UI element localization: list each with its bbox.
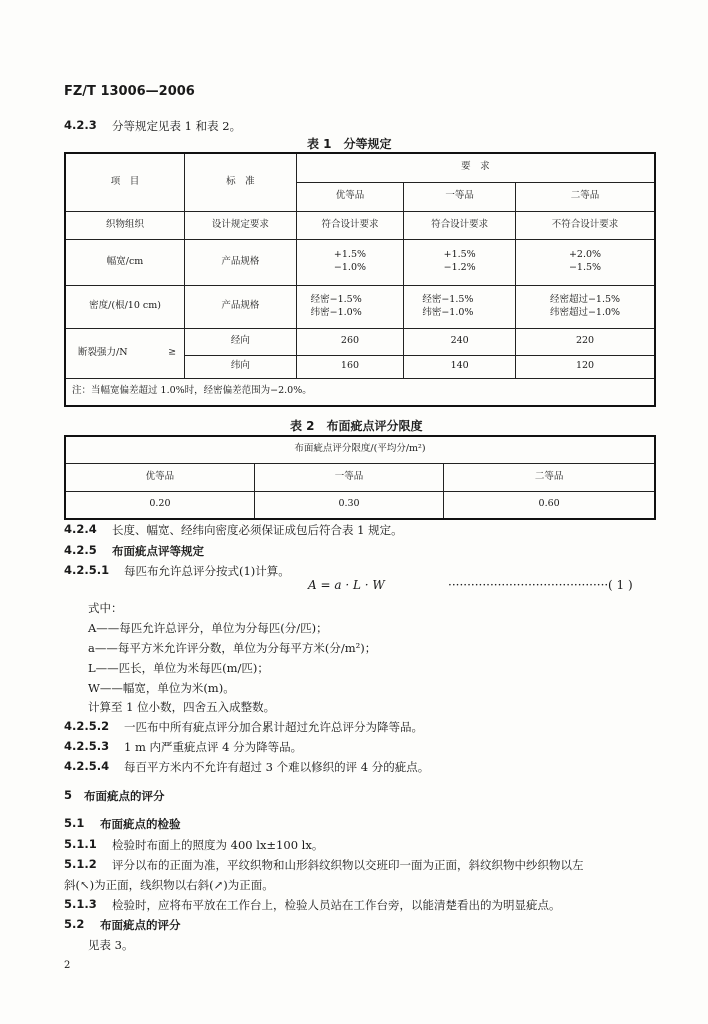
cell-item: 密度/(根/10 cm) <box>65 285 185 328</box>
cell-value: 240 <box>404 328 516 355</box>
section-number: 4.2.5.1 <box>64 563 110 577</box>
section-number: 5.1.1 <box>64 837 97 851</box>
standard-number: FZ/T 13006—2006 <box>64 84 195 99</box>
grading-table <box>64 152 656 407</box>
header-grade-premium: 优等品 <box>65 463 254 491</box>
section-text: 每百平方米内不允许有超过 3 个难以修织的评 4 分的疵点。 <box>124 760 430 774</box>
cell-value: 经密−1.5% 纬密−1.0% <box>296 285 404 328</box>
section-number: 5.2 <box>64 917 85 931</box>
header-grade-premium: 优等品 <box>296 182 404 211</box>
header-grade-first: 一等品 <box>254 463 443 491</box>
table-note: 注：当幅宽偏差超过 1.0%时，经密偏差范围为−2.0%。 <box>65 378 655 406</box>
cell-item: 幅宽/cm <box>65 239 185 285</box>
section-text: 检验时布面上的照度为 400 lx±100 lx。 <box>112 838 324 852</box>
section-number: 4.2.5.3 <box>64 739 110 753</box>
calc-note: 计算至 1 位小数，四舍五入成整数。 <box>88 700 276 714</box>
cell-value: 260 <box>296 328 404 355</box>
cell-value: 160 <box>296 355 404 378</box>
header-standard: 标 准 <box>185 153 297 211</box>
table-row <box>65 491 655 519</box>
header-item: 项 目 <box>65 153 185 211</box>
section-text: 1 m 内严重疵点评 4 分为降等品。 <box>124 740 303 754</box>
cell-direction: 纬向 <box>185 355 297 378</box>
table1-caption: 表 1 分等规定 <box>307 137 392 151</box>
cell-value: 0.20 <box>65 491 254 519</box>
section-text: 检验时，应将布平放在工作台上，检验人员站在工作台旁，以能清楚看出的为明显疵点。 <box>112 898 561 912</box>
chapter-number: 5 <box>64 788 73 802</box>
cell-value: 220 <box>516 328 655 355</box>
section-heading: 布面疵点的检验 <box>100 817 181 831</box>
cell-value: 符合设计要求 <box>404 211 516 239</box>
cell-item: 织物组织 <box>65 211 185 239</box>
table-row <box>65 328 655 355</box>
formula-leader-dots: ·········································· <box>448 578 609 592</box>
chapter-heading: 布面疵点的评分 <box>84 789 165 803</box>
section-number: 5.1 <box>64 816 85 830</box>
cell-value: 经密超过−1.5% 纬密超过−1.0% <box>516 285 655 328</box>
section-text: 长度、幅宽、经纬向密度必须保证成包后符合表 1 规定。 <box>112 523 403 537</box>
table2-header: 布面疵点评分限度/(平均分/m²) <box>65 436 655 463</box>
greater-equal-sign: ≥ <box>168 346 177 358</box>
header-grade-first: 一等品 <box>404 182 516 211</box>
variable-definition: A——每匹允许总评分，单位为分每匹(分/匹)； <box>88 621 328 635</box>
cell-value: +1.5% −1.0% <box>296 239 404 285</box>
cell-value: 0.30 <box>254 491 443 519</box>
variable-definition: a——每平方米允许评分数，单位为分每平方米(分/m²)； <box>88 641 377 655</box>
section-heading: 布面疵点的评分 <box>100 918 181 932</box>
cell-item: 断裂强力/N ≥ <box>65 328 185 378</box>
section-number: 5.1.3 <box>64 897 97 911</box>
header-requirement: 要 求 <box>296 153 655 182</box>
header-grade-second: 二等品 <box>516 182 655 211</box>
cell-standard: 产品规格 <box>185 285 297 328</box>
formula-number: ( 1 ) <box>608 578 633 592</box>
cell-standard: 设计规定要求 <box>185 211 297 239</box>
cell-value: 符合设计要求 <box>296 211 404 239</box>
variable-definition: W——幅宽，单位为米(m)。 <box>88 681 235 695</box>
section-heading: 布面疵点评等规定 <box>112 544 204 558</box>
where-title: 式中： <box>88 601 123 615</box>
section-text: 每匹布允许总评分按式(1)计算。 <box>124 564 290 578</box>
defect-score-table <box>64 435 656 520</box>
section-text: 见表 3。 <box>88 938 134 952</box>
section-number: 4.2.4 <box>64 522 97 536</box>
section-number: 4.2.5 <box>64 543 97 557</box>
section-text: 一匹布中所有疵点评分加合累计超过允许总评分为降等品。 <box>124 720 423 734</box>
variable-definition: L——匹长，单位为米每匹(m/匹)； <box>88 661 269 675</box>
table-row <box>65 239 655 285</box>
cell-value: +2.0% −1.5% <box>516 239 655 285</box>
section-text: 斜(↖)为正面，线织物以右斜(↗)为正面。 <box>64 878 274 892</box>
cell-direction: 经向 <box>185 328 297 355</box>
section-number: 4.2.3 <box>64 118 97 132</box>
header-grade-second: 二等品 <box>444 463 655 491</box>
table-row <box>65 211 655 239</box>
section-number: 4.2.5.4 <box>64 759 110 773</box>
section-number: 4.2.5.2 <box>64 719 110 733</box>
cell-value: 120 <box>516 355 655 378</box>
cell-standard: 产品规格 <box>185 239 297 285</box>
cell-value: 不符合设计要求 <box>516 211 655 239</box>
cell-value: +1.5% −1.2% <box>404 239 516 285</box>
cell-value: 经密−1.5% 纬密−1.0% <box>404 285 516 328</box>
formula: A = a · L · W <box>308 578 385 592</box>
table-row <box>65 285 655 328</box>
page-number: 2 <box>64 960 71 971</box>
section-text: 分等规定见表 1 和表 2。 <box>112 119 242 133</box>
table2-caption: 表 2 布面疵点评分限度 <box>290 419 423 433</box>
cell-value: 140 <box>404 355 516 378</box>
section-text: 评分以布的正面为准，平纹织物和山形斜纹织物以交班印一面为正面，斜纹织物中纱织物以左 <box>112 858 584 872</box>
section-number: 5.1.2 <box>64 857 97 871</box>
cell-value: 0.60 <box>444 491 655 519</box>
